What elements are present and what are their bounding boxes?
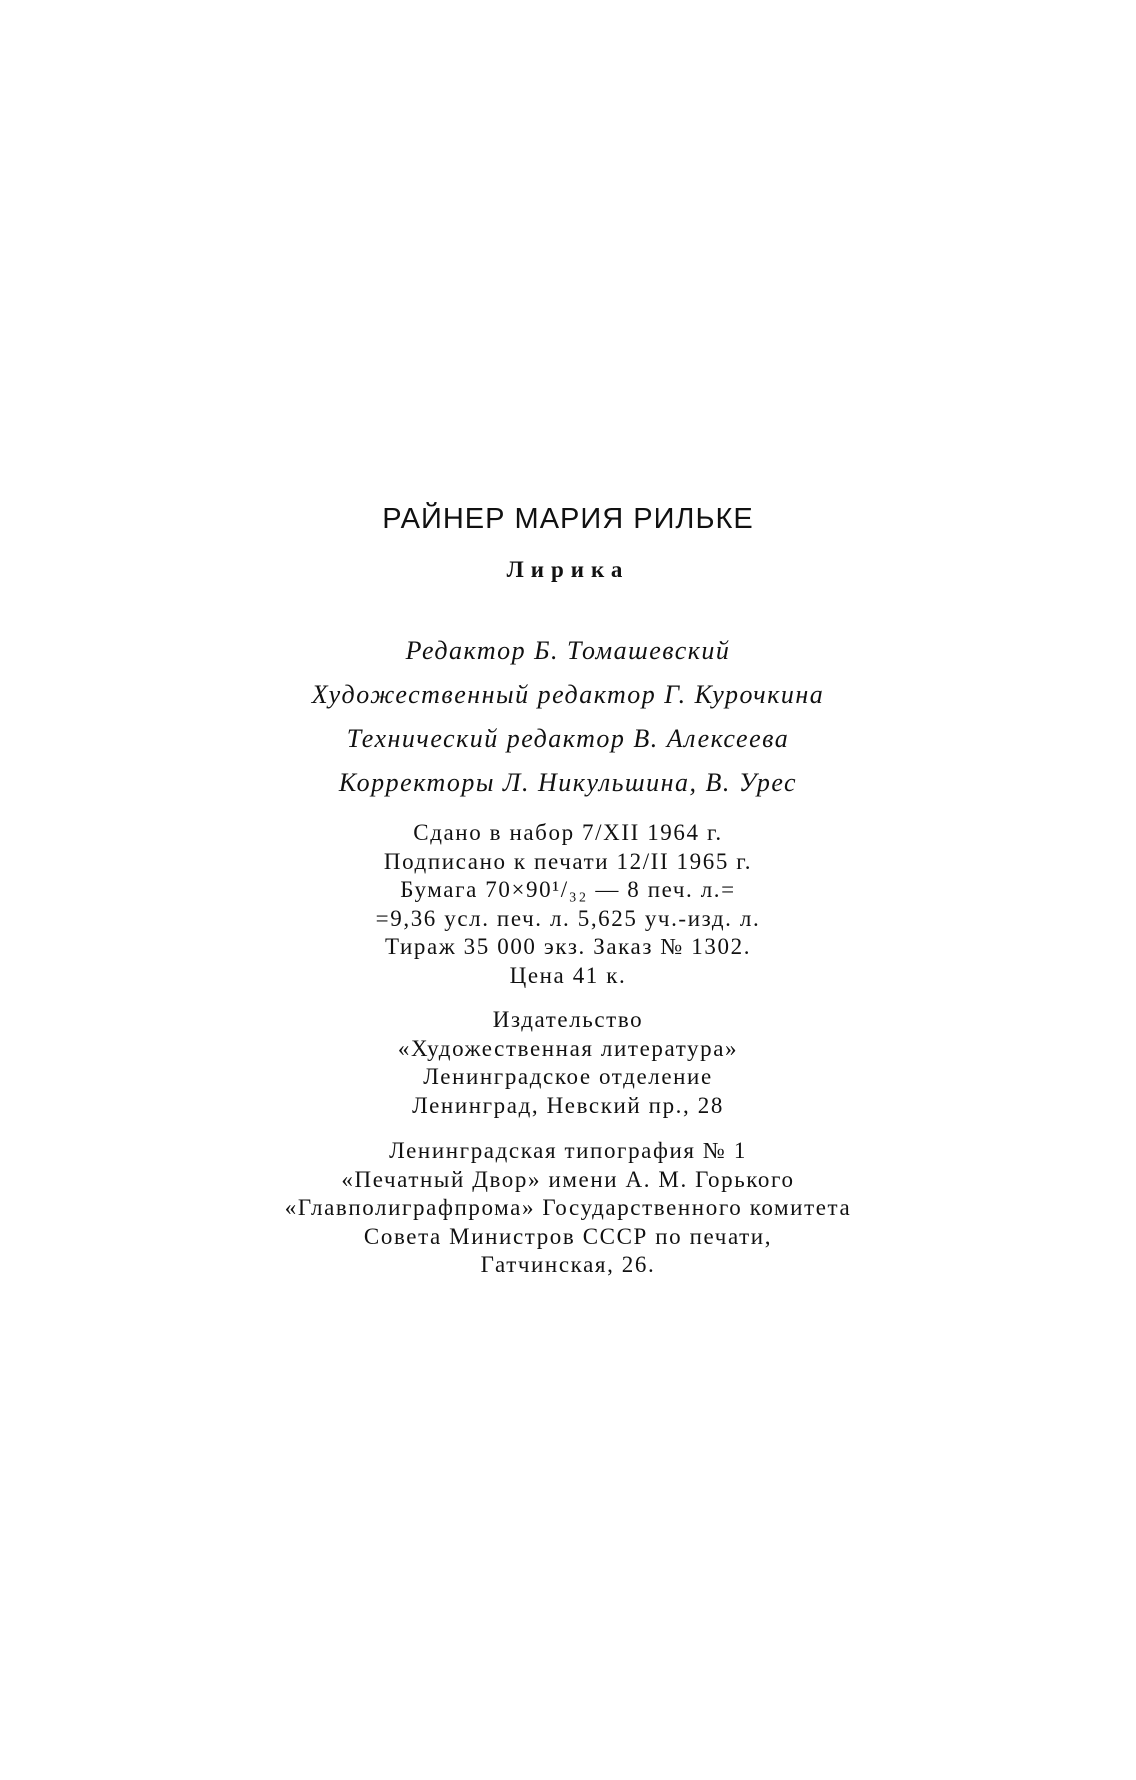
print-info-line: =9,36 усл. печ. л. 5,625 уч.-изд. л.: [375, 905, 761, 931]
printer-line: Совета Министров СССР по печати,: [363, 1223, 773, 1249]
printer-block: [0, 1137, 1136, 1280]
printer-line: Ленинградская типография № 1: [389, 1138, 747, 1163]
author-name: РАЙНЕР МАРИЯ РИЛЬКЕ: [382, 503, 754, 535]
publisher-block: [0, 1006, 1136, 1120]
printer-line: «Главполиграфпрома» Государственного комитета: [284, 1195, 852, 1220]
print-info-line: Сдано в набор 7/XII 1964 г.: [413, 820, 723, 845]
printer-line: «Печатный Двор» имени А. М. Горького: [341, 1166, 795, 1192]
print-info-line: Тираж 35 000 экз. Заказ № 1302.: [384, 934, 752, 959]
publisher-line: «Художественная литература»: [397, 1035, 739, 1061]
printer-line: Гатчинская, 26.: [480, 1252, 656, 1277]
book-title: Лирика: [506, 557, 630, 582]
credit-art-editor: Художественный редактор Г. Курочкина: [311, 680, 825, 709]
print-info-line: Цена 41 к.: [509, 962, 627, 988]
publisher-line: Ленинград, Невский пр., 28: [412, 1092, 724, 1118]
credit-proofreaders: Корректоры Л. Никульшина, В. Урес: [338, 768, 798, 797]
publisher-line: Ленинградское отделение: [423, 1064, 713, 1089]
credit-editor: Редактор Б. Томашевский: [405, 636, 731, 665]
print-info-line: Бумага 70×90¹/₃₂ — 8 печ. л.=: [400, 877, 736, 902]
print-info-line: Подписано к печати 12/II 1965 г.: [383, 848, 753, 874]
publisher-line: Издательство: [492, 1007, 644, 1032]
credit-technical-editor: Технический редактор В. Алексеева: [346, 724, 790, 753]
print-info-block: [0, 819, 1136, 990]
